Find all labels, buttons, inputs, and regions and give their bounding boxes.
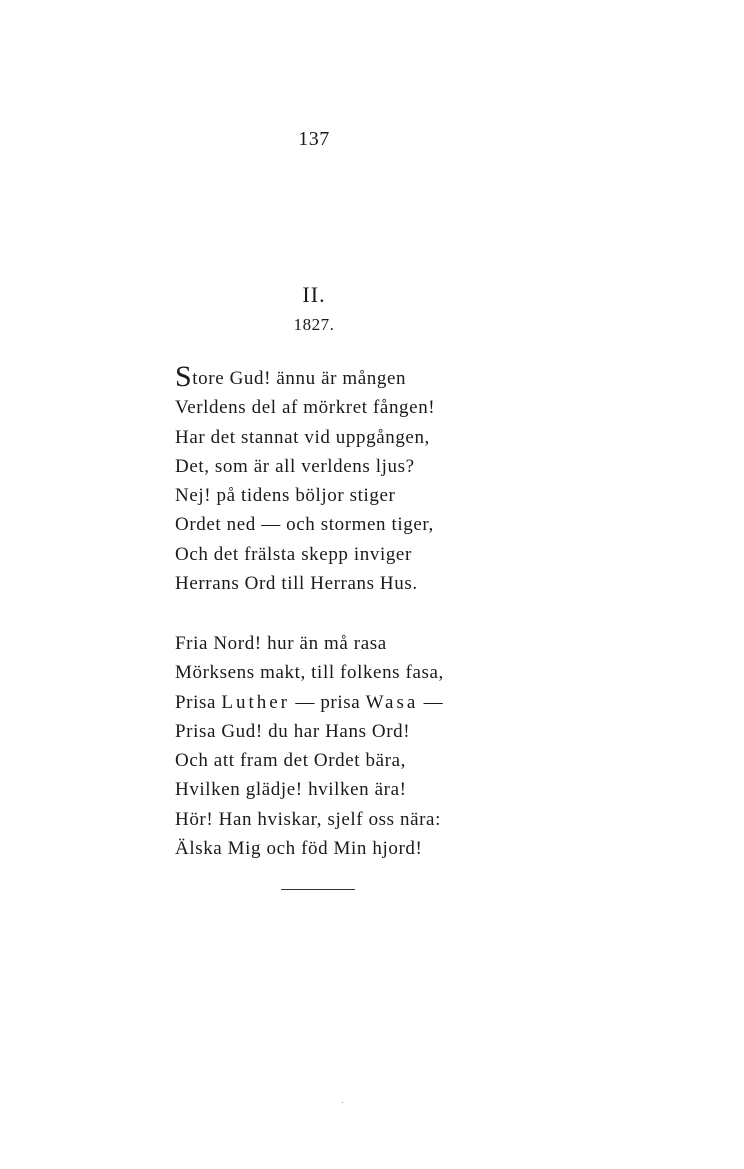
poem-line: Hör! Han hviskar, sjelf oss nära:: [175, 808, 441, 830]
poem-line: Och det frälsta skepp inviger: [175, 543, 412, 565]
poem-line: Och att fram det Ordet bära,: [175, 750, 406, 772]
poem-year: 1827.: [293, 315, 335, 334]
page-number: 137: [298, 128, 330, 150]
stanza-1: [175, 360, 505, 598]
name-wasa: Wasa: [365, 691, 419, 713]
drop-cap: S: [175, 360, 193, 393]
name-luther: Luther: [221, 691, 291, 713]
poem-line: Älska Mig och föd Min hjord!: [175, 838, 423, 860]
line-suffix: —: [418, 691, 444, 713]
poem-line: Har det stannat vid uppgången,: [175, 426, 430, 448]
poem-line: [175, 688, 505, 717]
poem-line: Prisa Gud! du har Hans Ord!: [175, 720, 411, 742]
stanza-2: [175, 629, 505, 863]
first-line-text: tore Gud! ännu är mången: [192, 368, 407, 389]
poem-line: [175, 360, 505, 393]
end-rule: [281, 889, 355, 890]
poem-line: Det, som är all verldens ljus?: [175, 455, 415, 477]
poem-line: Hvilken glädje! hvilken ära!: [175, 779, 407, 801]
section-numeral: II.: [302, 282, 326, 307]
line-prefix: Prisa: [175, 691, 222, 713]
poem-line: Fria Nord! hur än må rasa: [175, 633, 387, 654]
poem-line: Mörksens makt, till folkens fasa,: [175, 662, 444, 684]
poem-line: Ordet ned — och stormen tiger,: [175, 514, 434, 536]
page-speck: [342, 1102, 343, 1103]
line-middle: — prisa: [290, 691, 366, 713]
poem-line: Herrans Ord till Herrans Hus.: [175, 573, 418, 595]
poem-line: Verldens del af mörkret fången!: [175, 397, 436, 419]
poem-line: Nej! på tidens böljor stiger: [175, 485, 396, 507]
